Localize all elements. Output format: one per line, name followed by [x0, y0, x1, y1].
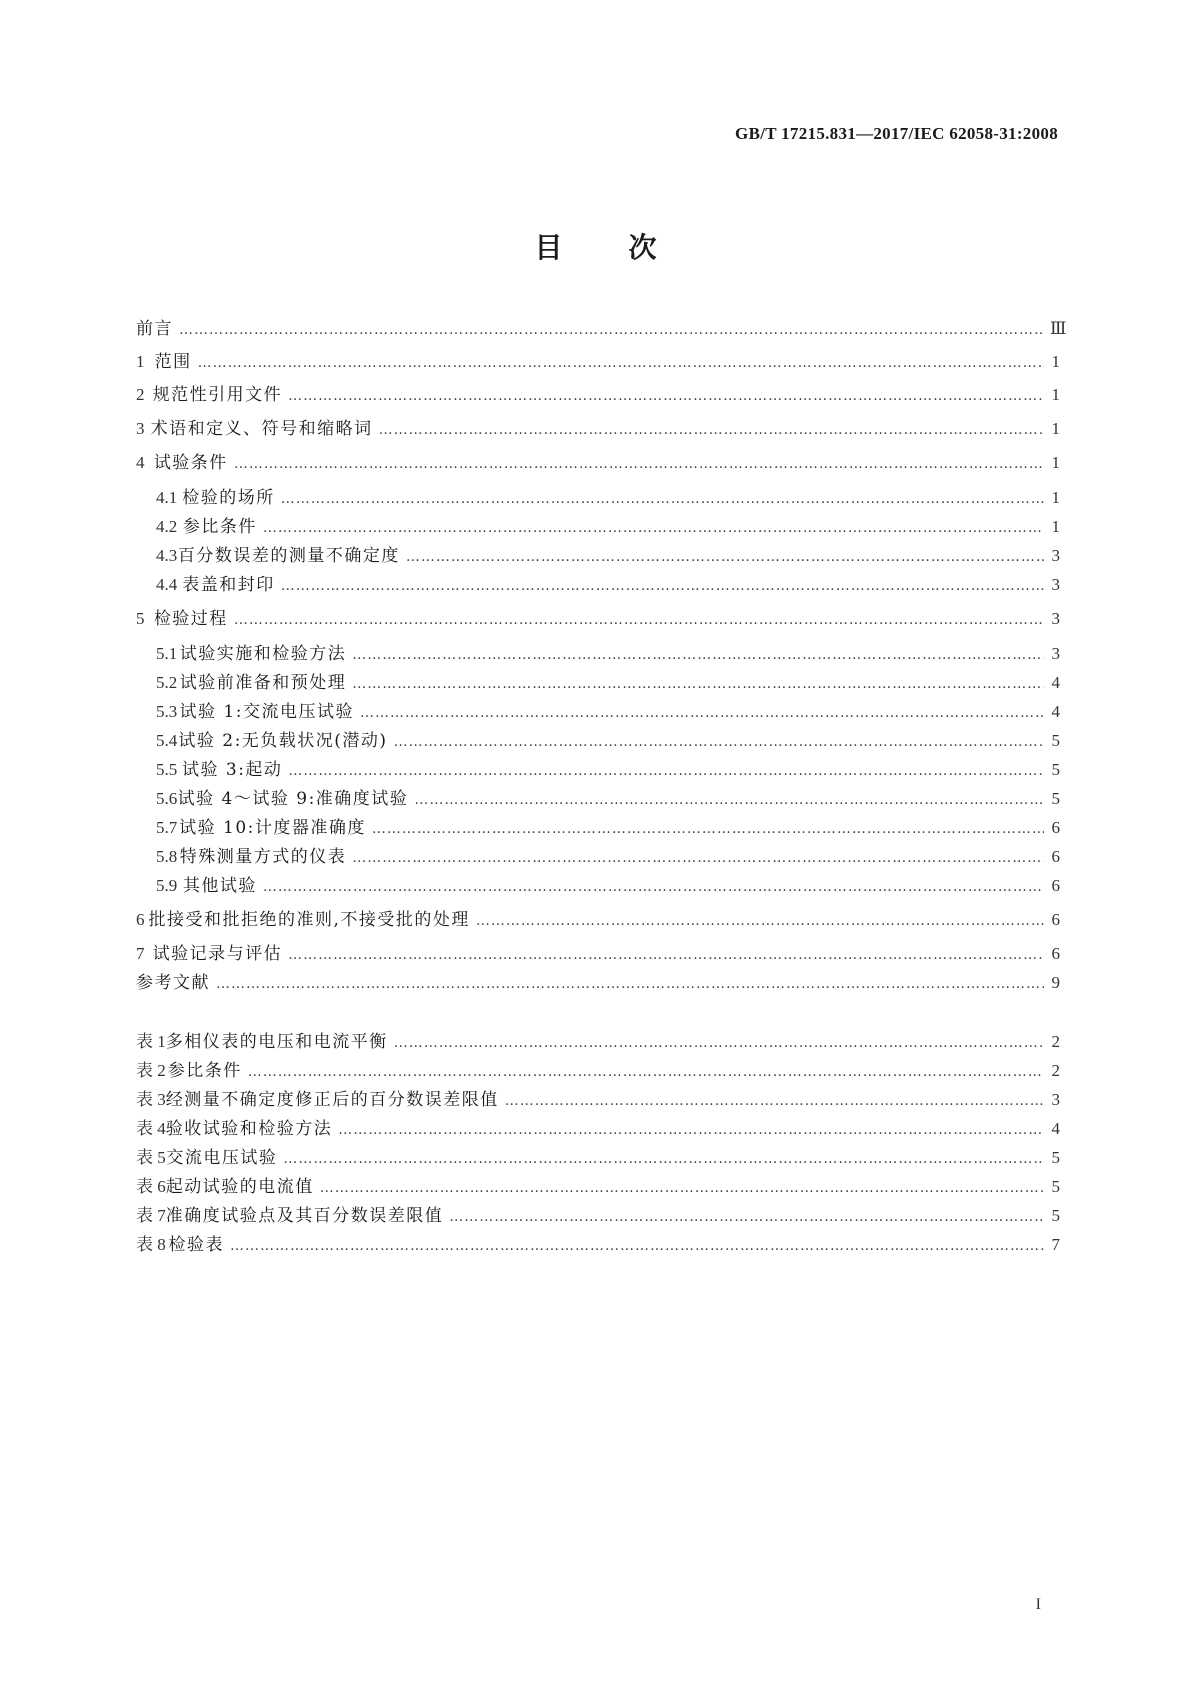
leader-dots [352, 847, 1044, 869]
toc-entry-number: 1 [136, 352, 145, 371]
toc-entry-number: 6 [136, 910, 145, 929]
toc-entry-3[interactable] [136, 418, 1060, 440]
toc-entry-1[interactable] [136, 351, 1060, 373]
table-number: 表 7 [136, 1206, 166, 1225]
table-list-entry-7[interactable] [136, 1205, 1060, 1227]
toc-entry-5-1[interactable] [136, 643, 1060, 665]
toc-entry-page: 1 [1051, 419, 1060, 438]
table-number: 表 4 [136, 1119, 166, 1138]
leader-dots [234, 453, 1044, 475]
toc-entry-number: 2 [136, 385, 145, 404]
toc-entry-number: 5.4 [156, 731, 178, 750]
toc-entry-4-3[interactable] [136, 545, 1060, 567]
toc-entry-page: 3 [1051, 546, 1060, 565]
leader-dots [198, 352, 1044, 374]
table-page: 5 [1051, 1148, 1060, 1167]
toc-entry-5-9[interactable] [136, 875, 1060, 897]
toc-entry-preface[interactable] [136, 318, 1067, 340]
toc-entry-7[interactable] [136, 943, 1060, 965]
toc-entry-number: 5.3 [156, 702, 178, 721]
leader-dots [360, 702, 1044, 724]
toc-entry-label: 表盖和封印 [182, 575, 275, 595]
toc-entry-label: 试验 10:计度器准确度 [179, 818, 366, 838]
leader-dots [283, 1148, 1044, 1170]
leader-dots [263, 517, 1044, 539]
toc-entry-5-8[interactable] [136, 846, 1060, 868]
toc-entry-label: 前言 [136, 319, 173, 339]
leader-dots [372, 818, 1044, 840]
table-list-entry-1[interactable] [136, 1031, 1060, 1053]
leader-dots [394, 1032, 1044, 1054]
leader-dots [406, 546, 1044, 568]
toc-entry-label: 试验 4～试验 9:准确度试验 [177, 789, 409, 809]
table-number: 表 6 [136, 1177, 166, 1196]
toc-entry-label: 试验记录与评估 [152, 944, 283, 964]
toc-entry-5-3[interactable] [136, 701, 1060, 723]
table-label: 起动试验的电流值 [165, 1177, 314, 1197]
table-page: 4 [1051, 1119, 1060, 1138]
toc-entry-number: 5.8 [156, 847, 178, 866]
toc-entry-page: 1 [1051, 352, 1060, 371]
leader-dots [352, 644, 1044, 666]
toc-entry-label: 试验 2:无负载状况(潜动) [178, 731, 388, 751]
toc-entry-page: 6 [1051, 818, 1060, 837]
toc-entry-label: 试验实施和检验方法 [179, 644, 347, 664]
toc-entry-page: 4 [1051, 673, 1060, 692]
leader-dots [288, 944, 1044, 966]
leader-dots [505, 1090, 1044, 1112]
toc-entry-6[interactable] [136, 909, 1060, 931]
toc-entry-page: 6 [1051, 876, 1060, 895]
toc-entry-number: 5.5 [156, 760, 178, 779]
table-label: 验收试验和检验方法 [165, 1119, 333, 1139]
toc-entry-5-4[interactable] [136, 730, 1060, 752]
toc-entry-number: 3 [136, 419, 145, 438]
toc-entry-label: 参考文献 [136, 973, 210, 993]
toc-entry-bibliography[interactable] [136, 972, 1060, 994]
toc-entry-page: 5 [1051, 731, 1060, 750]
table-list-entry-8[interactable] [136, 1234, 1060, 1256]
toc-entry-label: 试验 3:起动 [181, 760, 283, 780]
toc-entry-page: 1 [1051, 385, 1060, 404]
table-page: 7 [1051, 1235, 1060, 1254]
table-list-entry-6[interactable] [136, 1176, 1060, 1198]
table-label: 多相仪表的电压和电流平衡 [165, 1032, 388, 1052]
leader-dots [449, 1206, 1044, 1228]
toc-entry-label: 规范性引用文件 [152, 385, 283, 405]
toc-entry-number: 5.9 [156, 876, 178, 895]
title-char-1: 目 [534, 231, 563, 264]
leader-dots [234, 609, 1044, 631]
leader-dots [320, 1177, 1044, 1199]
toc-entry-4-1[interactable] [136, 487, 1060, 509]
toc-entry-label: 其他试验 [182, 876, 257, 896]
table-list-entry-5[interactable] [136, 1147, 1060, 1169]
toc-entry-5-7[interactable] [136, 817, 1060, 839]
toc-entry-page: 1 [1051, 453, 1060, 472]
toc-entry-label: 范围 [154, 352, 192, 372]
leader-dots [394, 731, 1044, 753]
leader-dots [288, 760, 1044, 782]
table-number: 表 2 [136, 1061, 166, 1080]
leader-dots [338, 1119, 1044, 1141]
table-page: 2 [1051, 1061, 1060, 1080]
standard-code-header: GB/T 17215.831—2017/IEC 62058-31:2008 [735, 124, 1058, 143]
toc-entry-page: 1 [1051, 488, 1060, 507]
toc-entry-number: 5.2 [156, 673, 178, 692]
table-label: 检验表 [168, 1235, 224, 1255]
leader-dots [230, 1235, 1044, 1257]
toc-entry-label: 特殊测量方式的仪表 [179, 847, 347, 867]
table-page: 3 [1051, 1090, 1060, 1109]
table-list-entry-2[interactable] [136, 1060, 1060, 1082]
toc-entry-5-6[interactable] [136, 788, 1060, 810]
leader-dots [281, 575, 1044, 597]
toc-entry-page: 3 [1051, 644, 1060, 663]
table-label: 参比条件 [167, 1061, 242, 1081]
toc-entry-4-2[interactable] [136, 516, 1060, 538]
leader-dots [179, 319, 1044, 341]
leader-dots [352, 673, 1044, 695]
toc-entry-page: 5 [1051, 760, 1060, 779]
leader-dots [216, 973, 1044, 995]
toc-entry-4-4[interactable] [136, 574, 1060, 596]
toc-entry-number: 5.7 [156, 818, 178, 837]
toc-entry-number: 4 [136, 453, 145, 472]
toc-entry-label: 试验条件 [153, 453, 228, 473]
toc-entry-label: 试验前准备和预处理 [179, 673, 347, 693]
table-number: 表 8 [136, 1235, 166, 1254]
toc-entry-page: 9 [1051, 973, 1060, 992]
toc-entry-number: 4.1 [156, 488, 178, 507]
toc-entry-number: 7 [136, 944, 145, 963]
toc-entry-label: 检验过程 [153, 609, 228, 629]
title-char-2: 次 [628, 231, 657, 264]
leader-dots [476, 910, 1044, 932]
table-number: 表 3 [136, 1090, 166, 1109]
toc-entry-page: 5 [1051, 789, 1060, 808]
toc-entry-page: 6 [1051, 847, 1060, 866]
toc-entry-4[interactable] [136, 452, 1060, 474]
toc-entry-label: 参比条件 [182, 517, 257, 537]
leader-dots [281, 488, 1044, 510]
toc-entry-page: 6 [1051, 944, 1060, 963]
leader-dots [248, 1061, 1044, 1083]
toc-entry-number: 5 [136, 609, 145, 628]
toc-entry-page: 6 [1051, 910, 1060, 929]
toc-entry-label: 检验的场所 [182, 488, 275, 508]
toc-entry-page: 4 [1051, 702, 1060, 721]
toc-entry-5[interactable] [136, 608, 1060, 630]
table-list-entry-3[interactable] [136, 1089, 1060, 1111]
toc-entry-number: 4.2 [156, 517, 178, 536]
page-title [0, 226, 1191, 266]
toc-entry-2[interactable] [136, 384, 1060, 406]
toc-entry-page: Ⅲ [1050, 319, 1067, 338]
toc-entry-number: 4.4 [156, 575, 178, 594]
toc-entry-number: 5.1 [156, 644, 178, 663]
table-label: 准确度试验点及其百分数误差限值 [165, 1206, 444, 1226]
table-page: 5 [1051, 1177, 1060, 1196]
table-page: 5 [1051, 1206, 1060, 1225]
table-label: 交流电压试验 [166, 1148, 278, 1168]
toc-entry-label: 批接受和批拒绝的准则,不接受批的处理 [148, 910, 470, 930]
toc-entry-5-5[interactable] [136, 759, 1060, 781]
table-list-entry-4[interactable] [136, 1118, 1060, 1140]
leader-dots [263, 876, 1044, 898]
leader-dots [379, 419, 1044, 441]
leader-dots [414, 789, 1044, 811]
toc-entry-page: 3 [1051, 609, 1060, 628]
leader-dots [288, 385, 1044, 407]
table-label: 经测量不确定度修正后的百分数误差限值 [165, 1090, 499, 1110]
toc-entry-label: 术语和定义、符号和缩略词 [150, 419, 373, 439]
table-number: 表 1 [136, 1032, 166, 1051]
page-number: I [1035, 1596, 1041, 1613]
toc-entry-5-2[interactable] [136, 672, 1060, 694]
table-number: 表 5 [136, 1148, 166, 1167]
toc-entry-label: 百分数误差的测量不确定度 [177, 546, 400, 566]
toc-entry-page: 3 [1051, 575, 1060, 594]
table-page: 2 [1051, 1032, 1060, 1051]
toc-entry-number: 5.6 [156, 789, 178, 808]
toc-entry-label: 试验 1:交流电压试验 [179, 702, 354, 722]
toc-entry-number: 4.3 [156, 546, 178, 565]
toc-entry-page: 1 [1051, 517, 1060, 536]
